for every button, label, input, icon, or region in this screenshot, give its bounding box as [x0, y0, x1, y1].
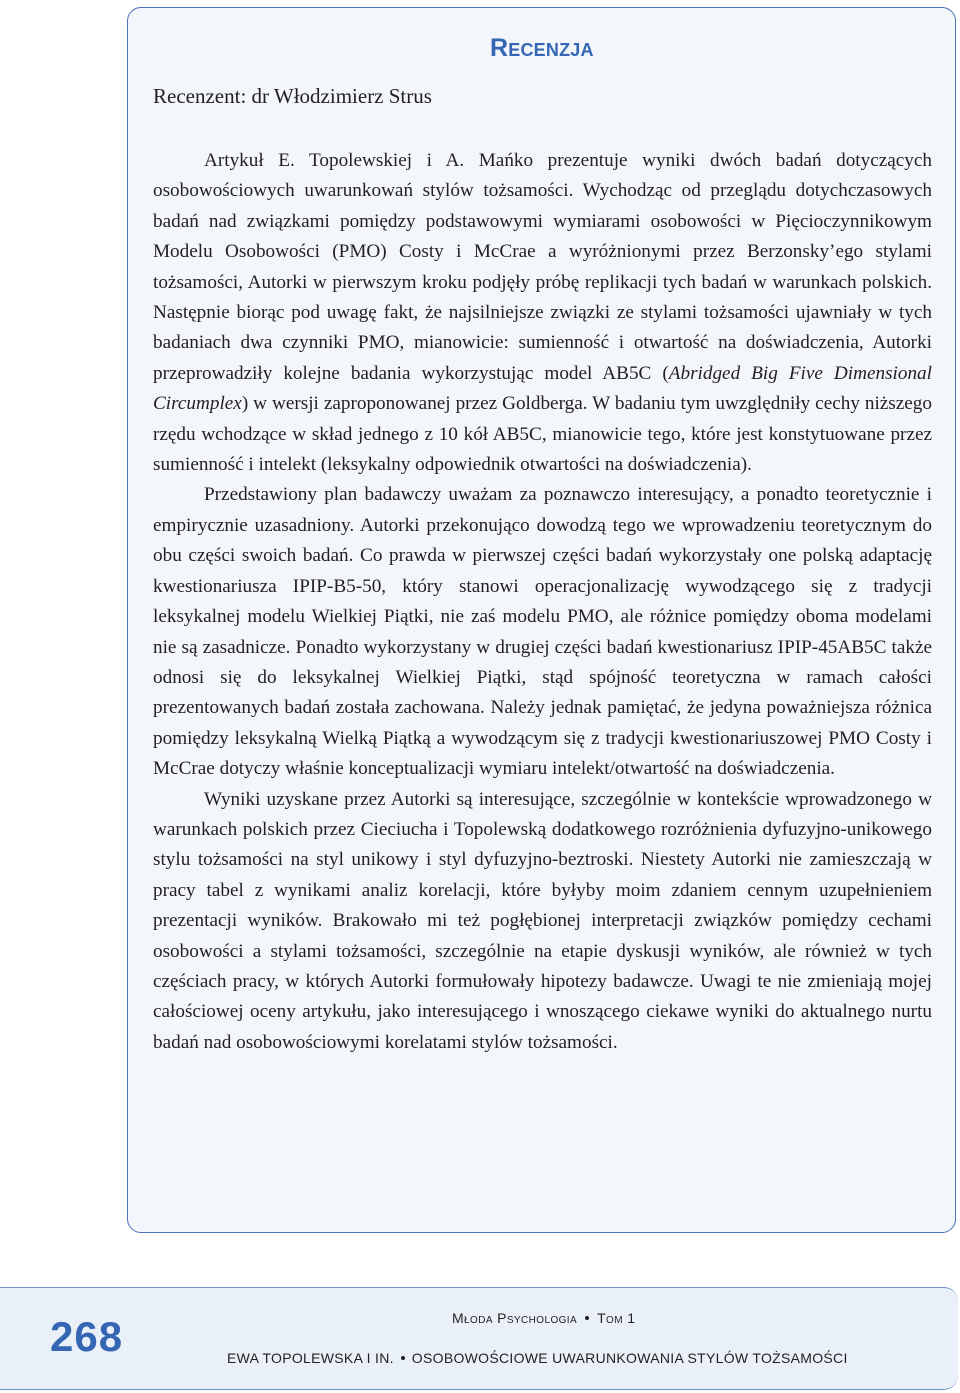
paragraph-1-text-a: Artykuł E. Topolewskiej i A. Mańko prezentuje wyniki dwóch badań dotyczących osobowościowych uwarunkowań stylów tożsamości. Wychodząc od przeglądu dotychczasowych badań nad związkami pomiędzy podstawowymi wymiarami osobowości w Pięcioczynnikowym Modelu Osobowości (PMO) Costy i McCrae a wyróżnionymi przez Berzonsky’ego stylami tożsamości, Autorki w pierwszym kroku podjęły próbę replikacji tych badań w warunkach polskich. Następnie biorąc pod uwagę fakt, że najsilniejsze związki ze stylami tożsamości ujawniały w tych badaniach dwa czynniki PMO, mianowicie: sumienność i otwartość na doświadczenia, Autorki przeprowadziły kolejne badania wykorzystując model AB5C (: [153, 150, 932, 384]
running-head-title: OSOBOWOŚCIOWE UWARUNKOWANIA STYLÓW TOŻSAMOŚCI: [411, 1350, 848, 1366]
running-head: [227, 1350, 848, 1366]
bullet-icon: [585, 1316, 589, 1320]
reviewer-name: Recenzent: dr Włodzimierz Strus: [153, 84, 432, 108]
paragraph-3: Wyniki uzyskane przez Autorki są interesujące, szczególnie w kontekście wprowadzonego w warunkach polskich przez Cieciucha i Topolewską dodatkowego rozróżnienia dyfuzyjno-unikowego stylu tożsamości na styl unikowy i styl dyfuzyjno-beztroski. Niestety Autorki nie zamieszczają w pracy tabel z wynikami analiz korelacji, które byłyby moim zdaniem cennym uzupełnieniem prezentacji wyników. Brakowało mi też pogłębionej interpretacji związków pomiędzy cechami osobowości a stylami tożsamości, szczególnie na etapie dyskusji wyników, ale również w tych częściach pracy, w których Autorki formułowały hipotezy badawcze. Uwagi te nie zmieniają mojej całościowej oceny artykułu, jako interesującego i wnoszącego ciekawe wyniki do aktualnego nurtu badań nad osobowościowymi korelatami stylów tożsamości.: [153, 788, 932, 1053]
journal-line: [452, 1310, 635, 1326]
page-number: 268: [50, 1313, 124, 1360]
bullet-icon: [401, 1356, 405, 1360]
paragraph-1-italic: Abridged Big Five Dimensional Circumplex: [153, 362, 932, 415]
running-head-authors: EWA TOPOLEWSKA I IN.: [227, 1350, 394, 1366]
paragraph-2: Przedstawiony plan badawczy uważam za poznawczo interesujący, a ponadto teoretycznie i empirycznie uzasadniony. Autorki przekonująco dowodzą tego we wprowadzeniu teoretycznym do obu części swoich badań. Co prawda w pierwszej części badań wykorzystały one polską adaptację kwestionariusza IPIP-B5-50, który stanowi operacjonalizację wywodzącego się z tradycji leksykalnej modelu Wielkiej Piątki, nie zaś modelu PMO, ale różnice pomiędzy oboma modelami nie są zasadnicze. Ponadto wykorzystany w drugiej części badań kwestionariusz IPIP-45AB5C także odnosi się do leksykalnej Wielkiej Piątki, stąd spójność teoretyczna w ramach całości prezentowanych badań została zachowana. Należy jednak pamiętać, że jedyna poważniejsza różnica pomiędzy leksykalną Wielką Piątką a wywodzącym się z tradycji kwestionariuszowej PMO Costy i McCrae dotyczy właśnie konceptualizacji wymiaru intelekt/otwartość na doświadczenia.: [153, 484, 932, 780]
paragraph-1: [153, 146, 932, 480]
section-heading: Recenzja: [490, 34, 594, 62]
paragraph-1-text-b: ) w wersji zaproponowanej przez Goldberga. W badaniu tym uwzględniły cechy niższego rzędu wchodzące w skład jednego z 10 kół AB5C, mianowicie tego, które jest konstytuowane przez sumienność i intelekt (leksykalny odpowiednik otwartości na doświadczenia).: [153, 393, 932, 476]
journal-volume: Tom 1: [597, 1310, 636, 1326]
footer-bar: [0, 1287, 958, 1390]
review-body: [153, 146, 932, 1058]
journal-name: Młoda Psychologia: [452, 1310, 578, 1326]
